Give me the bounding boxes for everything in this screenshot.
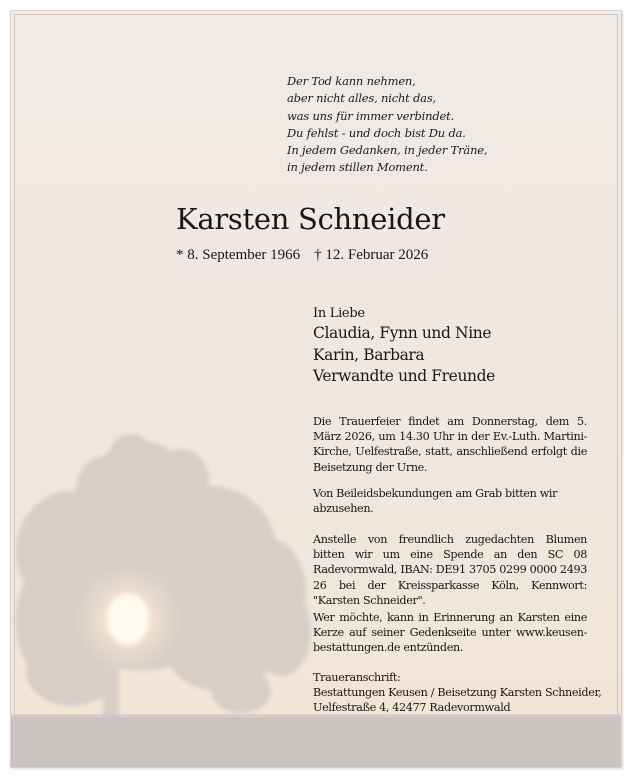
mourner-line: Claudia, Fynn und Nine: [313, 324, 492, 342]
mourner-line: Karin, Barbara: [313, 345, 425, 364]
death-date: † 12. Februar 2026: [314, 247, 429, 263]
mourner-line: Verwandte und Freunde: [313, 367, 495, 385]
poem: [287, 73, 487, 177]
poem-line: aber nicht alles, nicht das,: [287, 91, 436, 106]
poem-line: In jedem Gedanken, in jeder Träne,: [287, 143, 488, 158]
condolences-paragraph: Von Beileidsbekundungen am Grab bitten wir abzusehen.: [313, 487, 558, 516]
address-label: Traueranschrift:: [313, 671, 401, 684]
mourning-address: [313, 670, 602, 716]
deceased-name: Karsten Schneider: [176, 202, 445, 236]
mourners-intro: In Liebe: [313, 306, 365, 321]
obituary-content: [11, 11, 622, 768]
poem-line: in jedem stillen Moment.: [287, 160, 428, 175]
obituary-card: [10, 10, 622, 768]
ceremony-paragraph: Die Trauerfeier findet am Donnerstag, dem 5. März 2026, um 14.30 Uhr in der Ev.-Luth. Martini-Kirche, Uelfestraße, statt, anschließend erfolgt die Beisetzung der Urne.: [313, 415, 587, 474]
life-dates: [176, 247, 428, 264]
address-line: Bestattungen Keusen / Beisetzung Karsten Schneider,: [313, 686, 602, 700]
donation-paragraph: Anstelle von freundlich zugedachten Blumen bitten wir um eine Spende an den SC 08 Radevormwald, IBAN: DE91 3705 0299 0000 2493 26 bei der Kreissparkasse Köln, Kennwort: "Karsten Schneider".: [313, 533, 587, 607]
poem-line: Du fehlst - und doch bist Du da.: [287, 125, 466, 140]
address-line: Uelfestraße 4, 42477 Radevormwald: [313, 701, 511, 715]
poem-line: was uns für immer verbindet.: [287, 108, 454, 123]
birth-date: * 8. September 1966: [176, 247, 301, 263]
candle-paragraph: Wer möchte, kann in Erinnerung an Karsten eine Kerze auf seiner Gedenkseite unter www.keusen-bestattungen.de entzünden.: [313, 611, 587, 655]
poem-line: Der Tod kann nehmen,: [287, 74, 416, 88]
mourners-names: [313, 323, 495, 388]
mourners: [313, 304, 495, 388]
